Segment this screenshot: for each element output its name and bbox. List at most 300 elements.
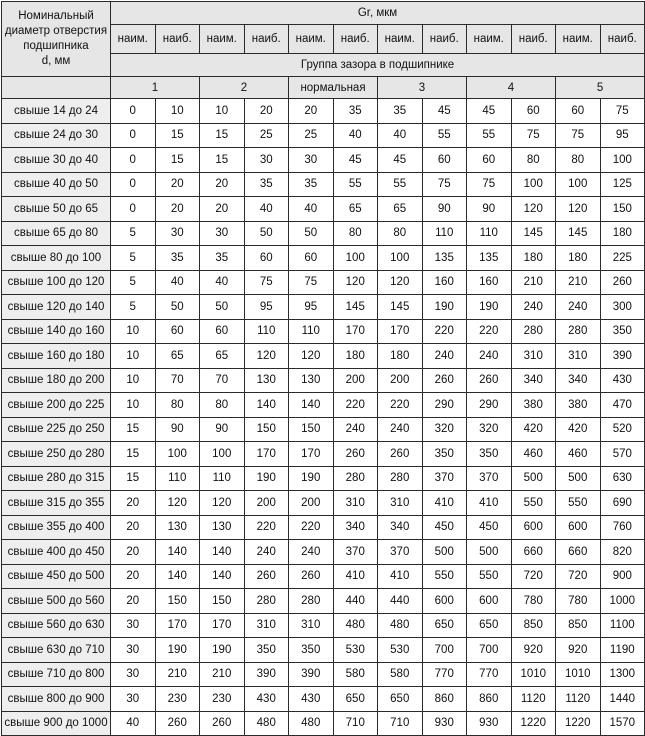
min-value-cell: 20 — [111, 540, 156, 565]
table-row — [2, 613, 645, 638]
max-value-cell: 450 — [422, 515, 467, 540]
table-row — [2, 515, 645, 540]
min-value-cell: 720 — [556, 564, 601, 589]
max-value-cell: 100 — [600, 148, 645, 173]
max-value-cell: 420 — [511, 417, 556, 442]
max-value-cell: 600 — [422, 589, 467, 614]
max-value-cell: 100 — [333, 246, 378, 271]
max-value-cell: 95 — [244, 295, 289, 320]
max-value-cell: 300 — [600, 295, 645, 320]
diameter-range-cell: свыше 710 до 800 — [2, 662, 111, 687]
min-value-cell: 340 — [378, 515, 423, 540]
group-label: 4 — [467, 77, 556, 99]
max-value-cell: 210 — [155, 662, 200, 687]
max-value-cell: 40 — [244, 197, 289, 222]
max-value-cell: 410 — [333, 564, 378, 589]
min-value-cell: 140 — [200, 564, 245, 589]
table-header — [2, 2, 645, 99]
diameter-range-cell: свыше 180 до 200 — [2, 368, 111, 393]
min-value-cell: 450 — [467, 515, 512, 540]
min-value-cell: 50 — [200, 295, 245, 320]
min-value-cell: 440 — [378, 589, 423, 614]
max-value-cell: 140 — [155, 540, 200, 565]
max-value-cell: 460 — [511, 442, 556, 467]
min-header: наим. — [378, 25, 423, 54]
min-value-cell: 500 — [556, 466, 601, 491]
max-value-cell: 370 — [422, 466, 467, 491]
min-value-cell: 550 — [467, 564, 512, 589]
table-row — [2, 711, 645, 736]
max-value-cell: 310 — [244, 613, 289, 638]
max-value-cell: 1440 — [600, 687, 645, 712]
min-value-cell: 100 — [378, 246, 423, 271]
max-value-cell: 480 — [244, 711, 289, 736]
min-value-cell: 20 — [111, 515, 156, 540]
min-value-cell: 30 — [289, 148, 334, 173]
min-value-cell: 35 — [378, 99, 423, 124]
min-value-cell: 170 — [378, 319, 423, 344]
max-value-cell: 55 — [422, 123, 467, 148]
min-header: наим. — [111, 25, 156, 54]
min-value-cell: 210 — [200, 662, 245, 687]
max-value-cell: 180 — [333, 344, 378, 369]
max-value-cell: 160 — [422, 270, 467, 295]
diameter-range-cell: свыше 160 до 180 — [2, 344, 111, 369]
min-header: наим. — [556, 25, 601, 54]
max-value-cell: 650 — [422, 613, 467, 638]
min-value-cell: 350 — [467, 442, 512, 467]
max-value-cell: 850 — [511, 613, 556, 638]
min-value-cell: 130 — [289, 368, 334, 393]
min-value-cell: 15 — [111, 466, 156, 491]
max-value-cell: 150 — [600, 197, 645, 222]
table-row — [2, 246, 645, 271]
diameter-range-cell: свыше 315 до 355 — [2, 491, 111, 516]
min-value-cell: 310 — [556, 344, 601, 369]
max-value-cell: 280 — [511, 319, 556, 344]
max-value-cell: 770 — [422, 662, 467, 687]
min-value-cell: 30 — [200, 221, 245, 246]
min-value-cell: 5 — [111, 221, 156, 246]
max-value-cell: 240 — [333, 417, 378, 442]
table-row — [2, 148, 645, 173]
min-value-cell: 380 — [556, 393, 601, 418]
min-value-cell: 150 — [289, 417, 334, 442]
max-value-cell: 210 — [511, 270, 556, 295]
table-row — [2, 491, 645, 516]
min-value-cell: 460 — [556, 442, 601, 467]
max-value-cell: 1570 — [600, 711, 645, 736]
min-value-cell: 140 — [200, 540, 245, 565]
max-value-cell: 225 — [600, 246, 645, 271]
max-value-cell: 110 — [422, 221, 467, 246]
diameter-range-cell: свыше 120 до 140 — [2, 295, 111, 320]
diameter-range-cell: свыше 50 до 65 — [2, 197, 111, 222]
max-value-cell: 260 — [422, 368, 467, 393]
diameter-range-cell: свыше 225 до 250 — [2, 417, 111, 442]
max-value-cell: 350 — [244, 638, 289, 663]
max-header: наиб. — [511, 25, 556, 54]
min-value-cell: 160 — [467, 270, 512, 295]
max-value-cell: 170 — [333, 319, 378, 344]
min-value-cell: 0 — [111, 99, 156, 124]
max-value-cell: 660 — [511, 540, 556, 565]
min-value-cell: 25 — [289, 123, 334, 148]
diameter-range-cell: свыше 450 до 500 — [2, 564, 111, 589]
max-value-cell: 340 — [333, 515, 378, 540]
min-value-cell: 15 — [200, 123, 245, 148]
min-value-cell: 90 — [467, 197, 512, 222]
diameter-header-line: d, мм — [41, 55, 71, 67]
min-value-cell: 260 — [200, 711, 245, 736]
max-value-cell: 280 — [244, 589, 289, 614]
min-value-cell: 45 — [467, 99, 512, 124]
max-value-cell: 190 — [155, 638, 200, 663]
table-row — [2, 270, 645, 295]
table-row — [2, 417, 645, 442]
max-value-cell: 340 — [511, 368, 556, 393]
max-value-cell: 130 — [155, 515, 200, 540]
min-value-cell: 20 — [111, 589, 156, 614]
min-value-cell: 60 — [556, 99, 601, 124]
diameter-range-cell: свыше 30 до 40 — [2, 148, 111, 173]
max-value-cell: 500 — [422, 540, 467, 565]
max-value-cell: 100 — [155, 442, 200, 467]
min-header: наим. — [289, 25, 334, 54]
diameter-range-cell: свыше 800 до 900 — [2, 687, 111, 712]
min-value-cell: 10 — [111, 319, 156, 344]
max-value-cell: 1100 — [600, 613, 645, 638]
min-value-cell: 260 — [467, 368, 512, 393]
max-value-cell: 350 — [600, 319, 645, 344]
max-value-cell: 230 — [155, 687, 200, 712]
max-value-cell: 820 — [600, 540, 645, 565]
max-header: наиб. — [422, 25, 467, 54]
min-value-cell: 75 — [556, 123, 601, 148]
max-value-cell: 390 — [244, 662, 289, 687]
min-value-cell: 920 — [556, 638, 601, 663]
max-value-cell: 80 — [155, 393, 200, 418]
min-value-cell: 65 — [200, 344, 245, 369]
min-value-cell: 220 — [289, 515, 334, 540]
diameter-range-cell: свыше 560 до 630 — [2, 613, 111, 638]
table-row — [2, 319, 645, 344]
gr-header: Gr, мкм — [111, 2, 645, 25]
min-value-cell: 80 — [200, 393, 245, 418]
min-value-cell: 80 — [378, 221, 423, 246]
diameter-header-line: диаметр отверстия — [4, 25, 108, 37]
min-value-cell: 95 — [289, 295, 334, 320]
max-header: наиб. — [333, 25, 378, 54]
min-value-cell: 120 — [289, 344, 334, 369]
group-header: Группа зазора в подшипнике — [111, 54, 645, 77]
max-value-cell: 760 — [600, 515, 645, 540]
diameter-range-cell: свыше 355 до 400 — [2, 515, 111, 540]
max-value-cell: 200 — [244, 491, 289, 516]
min-value-cell: 0 — [111, 197, 156, 222]
max-value-cell: 260 — [155, 711, 200, 736]
max-value-cell: 145 — [511, 221, 556, 246]
min-value-cell: 210 — [556, 270, 601, 295]
diameter-range-cell: свыше 14 до 24 — [2, 99, 111, 124]
max-value-cell: 30 — [244, 148, 289, 173]
min-value-cell: 55 — [378, 172, 423, 197]
max-value-cell: 35 — [155, 246, 200, 271]
diameter-range-cell: свыше 200 до 225 — [2, 393, 111, 418]
max-value-cell: 410 — [422, 491, 467, 516]
table-row — [2, 221, 645, 246]
min-value-cell: 660 — [556, 540, 601, 565]
max-value-cell: 90 — [155, 417, 200, 442]
min-value-cell: 350 — [289, 638, 334, 663]
max-value-cell: 570 — [600, 442, 645, 467]
min-value-cell: 500 — [467, 540, 512, 565]
min-value-cell: 120 — [200, 491, 245, 516]
max-value-cell: 150 — [244, 417, 289, 442]
max-value-cell: 310 — [511, 344, 556, 369]
min-value-cell: 30 — [111, 613, 156, 638]
table-row — [2, 295, 645, 320]
diameter-range-cell: свыше 140 до 160 — [2, 319, 111, 344]
min-value-cell: 30 — [111, 687, 156, 712]
max-value-cell: 550 — [422, 564, 467, 589]
min-value-cell: 20 — [289, 99, 334, 124]
min-value-cell: 150 — [200, 589, 245, 614]
table-row — [2, 638, 645, 663]
min-value-cell: 650 — [378, 687, 423, 712]
max-value-cell: 860 — [422, 687, 467, 712]
max-value-cell: 20 — [155, 197, 200, 222]
max-value-cell: 15 — [155, 148, 200, 173]
min-value-cell: 145 — [556, 221, 601, 246]
min-value-cell: 65 — [378, 197, 423, 222]
min-header: наим. — [200, 25, 245, 54]
min-value-cell: 20 — [200, 197, 245, 222]
diameter-range-cell: свыше 250 до 280 — [2, 442, 111, 467]
max-value-cell: 430 — [600, 368, 645, 393]
min-value-cell: 15 — [200, 148, 245, 173]
min-value-cell: 710 — [378, 711, 423, 736]
table-row — [2, 344, 645, 369]
diameter-range-cell: свыше 400 до 450 — [2, 540, 111, 565]
min-value-cell: 310 — [378, 491, 423, 516]
min-value-cell: 0 — [111, 148, 156, 173]
min-value-cell: 170 — [200, 613, 245, 638]
min-value-cell: 30 — [111, 638, 156, 663]
max-value-cell: 60 — [511, 99, 556, 124]
max-value-cell: 1000 — [600, 589, 645, 614]
min-value-cell: 0 — [111, 123, 156, 148]
max-value-cell: 170 — [244, 442, 289, 467]
min-value-cell: 240 — [378, 417, 423, 442]
max-value-cell: 240 — [422, 344, 467, 369]
min-value-cell: 75 — [289, 270, 334, 295]
max-value-cell: 520 — [600, 417, 645, 442]
min-value-cell: 20 — [111, 564, 156, 589]
max-value-cell: 40 — [155, 270, 200, 295]
max-value-cell: 180 — [600, 221, 645, 246]
min-value-cell: 410 — [467, 491, 512, 516]
min-value-cell: 600 — [556, 515, 601, 540]
min-value-cell: 20 — [111, 491, 156, 516]
min-value-cell: 170 — [289, 442, 334, 467]
min-value-cell: 220 — [467, 319, 512, 344]
max-value-cell: 1120 — [511, 687, 556, 712]
max-value-cell: 260 — [244, 564, 289, 589]
max-value-cell: 140 — [244, 393, 289, 418]
clearance-table — [1, 1, 645, 736]
min-value-cell: 60 — [289, 246, 334, 271]
min-value-cell: 145 — [378, 295, 423, 320]
min-value-cell: 260 — [289, 564, 334, 589]
min-value-cell: 280 — [378, 466, 423, 491]
max-value-cell: 530 — [333, 638, 378, 663]
diameter-range-cell: свыше 24 до 30 — [2, 123, 111, 148]
max-value-cell: 75 — [244, 270, 289, 295]
min-value-cell: 100 — [200, 442, 245, 467]
max-value-cell: 15 — [155, 123, 200, 148]
min-value-cell: 480 — [289, 711, 334, 736]
max-value-cell: 930 — [422, 711, 467, 736]
min-value-cell: 860 — [467, 687, 512, 712]
max-value-cell: 95 — [600, 123, 645, 148]
max-value-cell: 40 — [333, 123, 378, 148]
max-value-cell: 60 — [155, 319, 200, 344]
min-value-cell: 230 — [200, 687, 245, 712]
max-value-cell: 1190 — [600, 638, 645, 663]
min-value-cell: 120 — [378, 270, 423, 295]
max-value-cell: 50 — [244, 221, 289, 246]
min-value-cell: 80 — [556, 148, 601, 173]
min-value-cell: 75 — [467, 172, 512, 197]
max-value-cell: 780 — [511, 589, 556, 614]
diameter-range-cell: свыше 80 до 100 — [2, 246, 111, 271]
min-value-cell: 220 — [378, 393, 423, 418]
max-value-cell: 75 — [422, 172, 467, 197]
max-value-cell: 390 — [600, 344, 645, 369]
diameter-range-cell: свыше 630 до 710 — [2, 638, 111, 663]
max-value-cell: 690 — [600, 491, 645, 516]
min-value-cell: 290 — [467, 393, 512, 418]
max-value-cell: 550 — [511, 491, 556, 516]
min-value-cell: 135 — [467, 246, 512, 271]
table-row — [2, 368, 645, 393]
table-row — [2, 442, 645, 467]
min-value-cell: 110 — [289, 319, 334, 344]
max-value-cell: 650 — [333, 687, 378, 712]
table-row — [2, 197, 645, 222]
group-corner-cell — [2, 77, 111, 99]
min-value-cell: 40 — [289, 197, 334, 222]
min-value-cell: 5 — [111, 246, 156, 271]
group-label: нормальная — [289, 77, 378, 99]
min-value-cell: 190 — [200, 638, 245, 663]
table-row — [2, 687, 645, 712]
min-value-cell: 10 — [111, 368, 156, 393]
group-label: 2 — [200, 77, 289, 99]
max-header: наиб. — [244, 25, 289, 54]
max-value-cell: 290 — [422, 393, 467, 418]
max-value-cell: 130 — [244, 368, 289, 393]
max-header: наиб. — [600, 25, 645, 54]
diameter-header-line: Номинальный — [18, 10, 94, 22]
min-value-cell: 190 — [467, 295, 512, 320]
max-value-cell: 220 — [244, 515, 289, 540]
min-value-cell: 0 — [111, 172, 156, 197]
max-value-cell: 145 — [333, 295, 378, 320]
max-value-cell: 220 — [333, 393, 378, 418]
max-value-cell: 135 — [422, 246, 467, 271]
max-value-cell: 45 — [422, 99, 467, 124]
diameter-range-cell: свыше 100 до 120 — [2, 270, 111, 295]
min-value-cell: 240 — [289, 540, 334, 565]
max-value-cell: 170 — [155, 613, 200, 638]
min-value-cell: 35 — [289, 172, 334, 197]
min-value-cell: 30 — [111, 662, 156, 687]
min-value-cell: 190 — [289, 466, 334, 491]
max-value-cell: 1010 — [511, 662, 556, 687]
group-label: 5 — [556, 77, 645, 99]
max-value-cell: 470 — [600, 393, 645, 418]
table-row — [2, 466, 645, 491]
min-value-cell: 370 — [378, 540, 423, 565]
max-value-cell: 920 — [511, 638, 556, 663]
max-value-cell: 45 — [333, 148, 378, 173]
min-value-cell: 480 — [378, 613, 423, 638]
min-value-cell: 10 — [111, 344, 156, 369]
min-value-cell: 700 — [467, 638, 512, 663]
max-value-cell: 430 — [244, 687, 289, 712]
min-value-cell: 280 — [556, 319, 601, 344]
min-value-cell: 240 — [467, 344, 512, 369]
min-value-cell: 340 — [556, 368, 601, 393]
min-value-cell: 770 — [467, 662, 512, 687]
min-value-cell: 55 — [467, 123, 512, 148]
max-value-cell: 60 — [422, 148, 467, 173]
max-value-cell: 75 — [600, 99, 645, 124]
min-value-cell: 60 — [467, 148, 512, 173]
min-value-cell: 930 — [467, 711, 512, 736]
max-value-cell: 65 — [333, 197, 378, 222]
max-value-cell: 440 — [333, 589, 378, 614]
max-value-cell: 75 — [511, 123, 556, 148]
max-header: наиб. — [155, 25, 200, 54]
min-value-cell: 40 — [378, 123, 423, 148]
max-value-cell: 120 — [155, 491, 200, 516]
max-value-cell: 90 — [422, 197, 467, 222]
diameter-header-line: подшипника — [23, 40, 89, 52]
min-value-cell: 60 — [200, 319, 245, 344]
diameter-range-cell: свыше 40 до 50 — [2, 172, 111, 197]
group-label: 3 — [378, 77, 467, 99]
group-label: 1 — [111, 77, 200, 99]
max-value-cell: 190 — [244, 466, 289, 491]
max-value-cell: 25 — [244, 123, 289, 148]
max-value-cell: 140 — [155, 564, 200, 589]
max-value-cell: 320 — [422, 417, 467, 442]
max-value-cell: 150 — [155, 589, 200, 614]
table-row — [2, 589, 645, 614]
min-value-cell: 100 — [556, 172, 601, 197]
min-value-cell: 420 — [556, 417, 601, 442]
max-value-cell: 35 — [333, 99, 378, 124]
min-value-cell: 410 — [378, 564, 423, 589]
min-value-cell: 110 — [200, 466, 245, 491]
max-value-cell: 70 — [155, 368, 200, 393]
min-value-cell: 1010 — [556, 662, 601, 687]
min-value-cell: 10 — [111, 393, 156, 418]
min-value-cell: 50 — [289, 221, 334, 246]
